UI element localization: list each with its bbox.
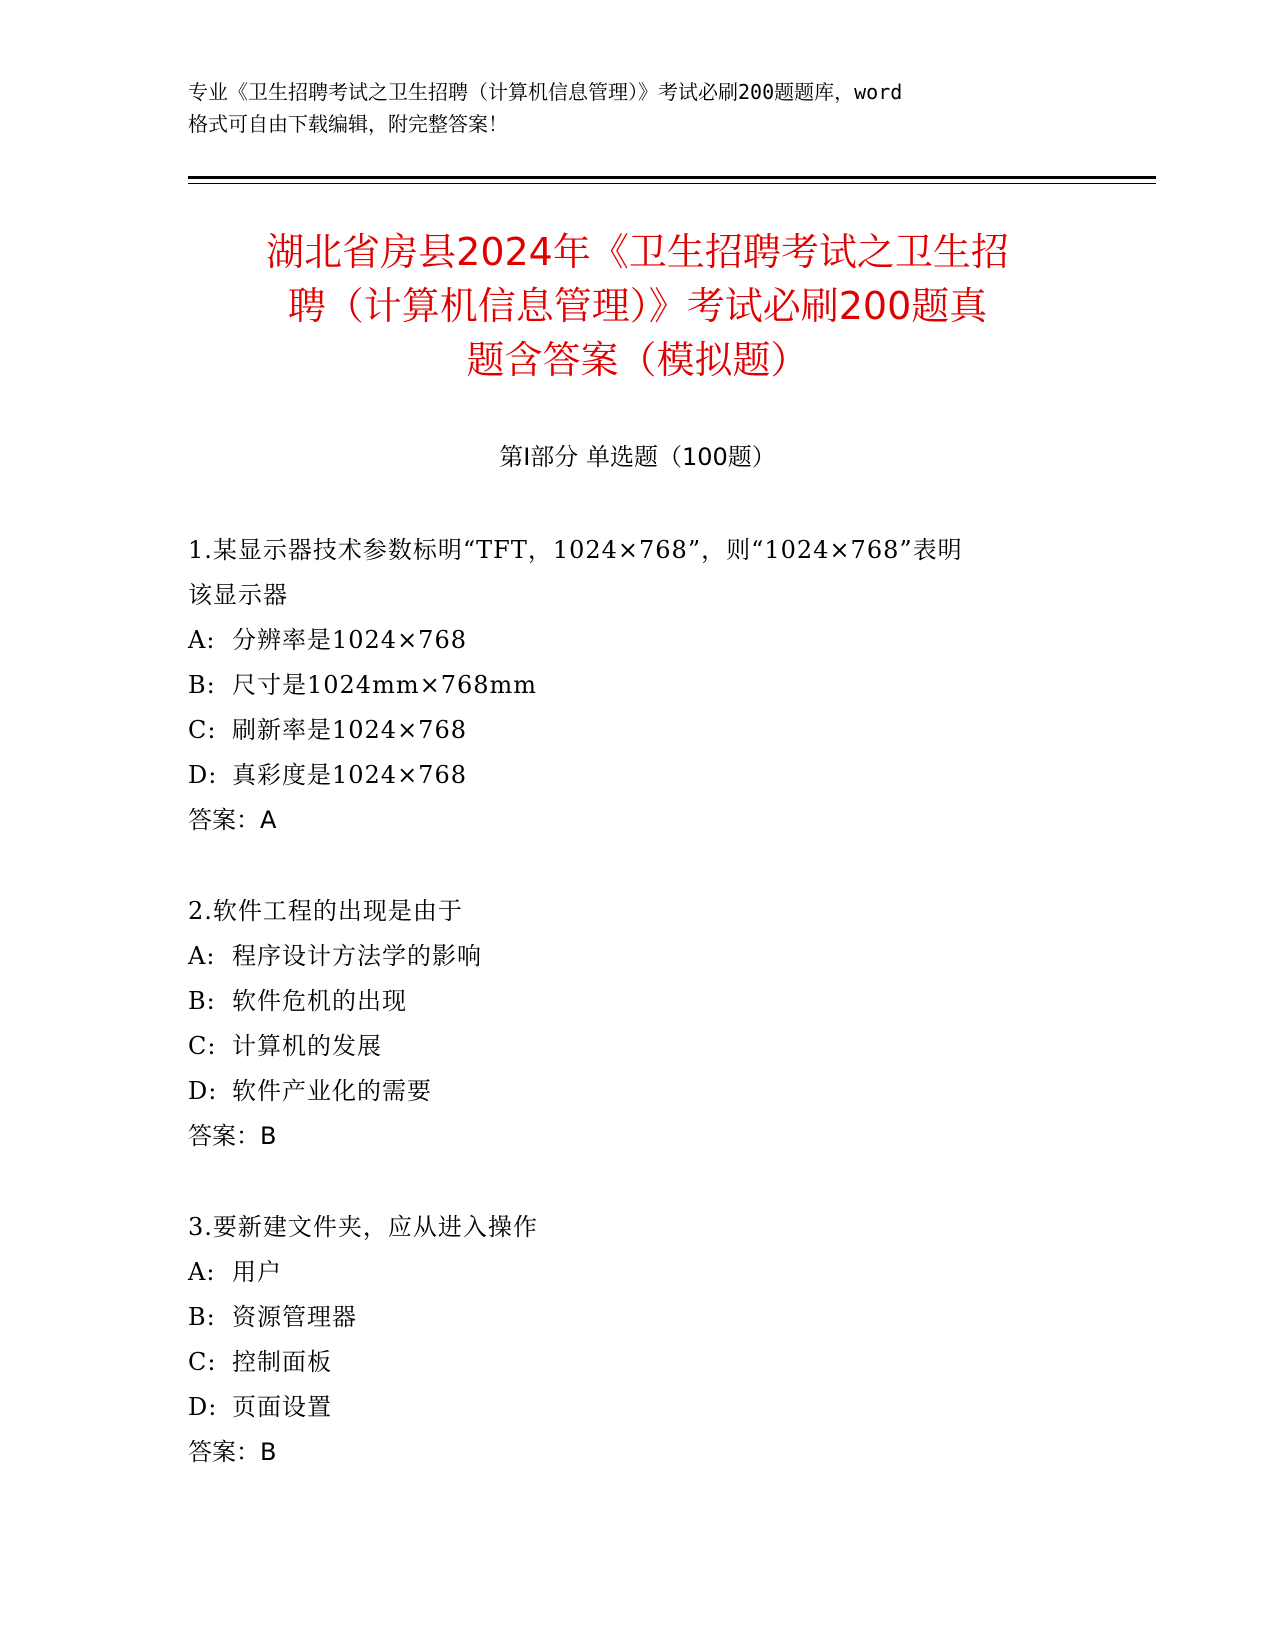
question-stem: 3.要新建文件夹，应从进入操作 bbox=[188, 1213, 538, 1241]
option-text: 控制面板 bbox=[232, 1348, 332, 1376]
option-text: 计算机的发展 bbox=[232, 1032, 382, 1060]
question-2 bbox=[188, 889, 1088, 1159]
document-title bbox=[150, 225, 1125, 387]
option-text: 软件产业化的需要 bbox=[232, 1077, 432, 1105]
question-list bbox=[188, 528, 1088, 1521]
option-text: 用户 bbox=[232, 1258, 282, 1286]
option-text: 软件危机的出现 bbox=[232, 987, 407, 1015]
section-heading: 第Ⅰ部分 单选题（100题） bbox=[499, 443, 776, 471]
question-1 bbox=[188, 528, 1088, 843]
option-text: 资源管理器 bbox=[232, 1303, 357, 1331]
answer-line: 答案：B bbox=[188, 1438, 277, 1466]
option-letter: D: bbox=[188, 1393, 218, 1421]
option-letter: B: bbox=[188, 987, 216, 1015]
option-letter: C: bbox=[188, 1348, 217, 1376]
option-letter: C: bbox=[188, 716, 217, 744]
option-b bbox=[188, 1295, 1088, 1340]
option-letter: C: bbox=[188, 1032, 217, 1060]
question-stem: 2.软件工程的出现是由于 bbox=[188, 897, 463, 925]
option-text: 真彩度是1024×768 bbox=[232, 761, 467, 789]
header-divider-thick bbox=[188, 176, 1156, 179]
option-c bbox=[188, 1024, 1088, 1069]
option-letter: A: bbox=[188, 1258, 216, 1286]
option-text: 程序设计方法学的影响 bbox=[232, 942, 482, 970]
option-letter: A: bbox=[188, 626, 216, 654]
option-d bbox=[188, 1385, 1088, 1430]
title-line-2: 聘（计算机信息管理）》考试必刷200题真 bbox=[287, 284, 988, 328]
option-letter: D: bbox=[188, 761, 218, 789]
option-a bbox=[188, 618, 1088, 663]
option-c bbox=[188, 708, 1088, 753]
option-c bbox=[188, 1340, 1088, 1385]
option-a bbox=[188, 934, 1088, 979]
title-line-3: 题含答案（模拟题） bbox=[466, 338, 809, 382]
header-note-line-1: 专业《卫生招聘考试之卫生招聘（计算机信息管理）》考试必刷200题题库，word bbox=[188, 80, 903, 104]
option-d bbox=[188, 1069, 1088, 1114]
answer-line: 答案：B bbox=[188, 1122, 277, 1150]
option-b bbox=[188, 663, 1088, 708]
option-letter: A: bbox=[188, 942, 216, 970]
title-line-1: 湖北省房县2024年《卫生招聘考试之卫生招 bbox=[266, 230, 1009, 274]
question-3 bbox=[188, 1205, 1088, 1475]
question-stem: 1.某显示器技术参数标明“TFT，1024×768”，则“1024×768”表明 bbox=[188, 536, 963, 564]
option-a bbox=[188, 1250, 1088, 1295]
option-text: 分辨率是1024×768 bbox=[232, 626, 467, 654]
header-note bbox=[188, 76, 1088, 140]
option-text: 刷新率是1024×768 bbox=[232, 716, 467, 744]
option-letter: B: bbox=[188, 1303, 216, 1331]
header-divider-thin bbox=[188, 183, 1156, 184]
option-d bbox=[188, 753, 1088, 798]
answer-line: 答案：A bbox=[188, 806, 277, 834]
option-text: 尺寸是1024mm×768mm bbox=[232, 671, 538, 699]
option-letter: D: bbox=[188, 1077, 218, 1105]
question-stem-continued: 该显示器 bbox=[188, 581, 288, 609]
option-letter: B: bbox=[188, 671, 216, 699]
option-b bbox=[188, 979, 1088, 1024]
header-note-line-2: 格式可自由下载编辑，附完整答案！ bbox=[188, 112, 508, 136]
option-text: 页面设置 bbox=[232, 1393, 332, 1421]
